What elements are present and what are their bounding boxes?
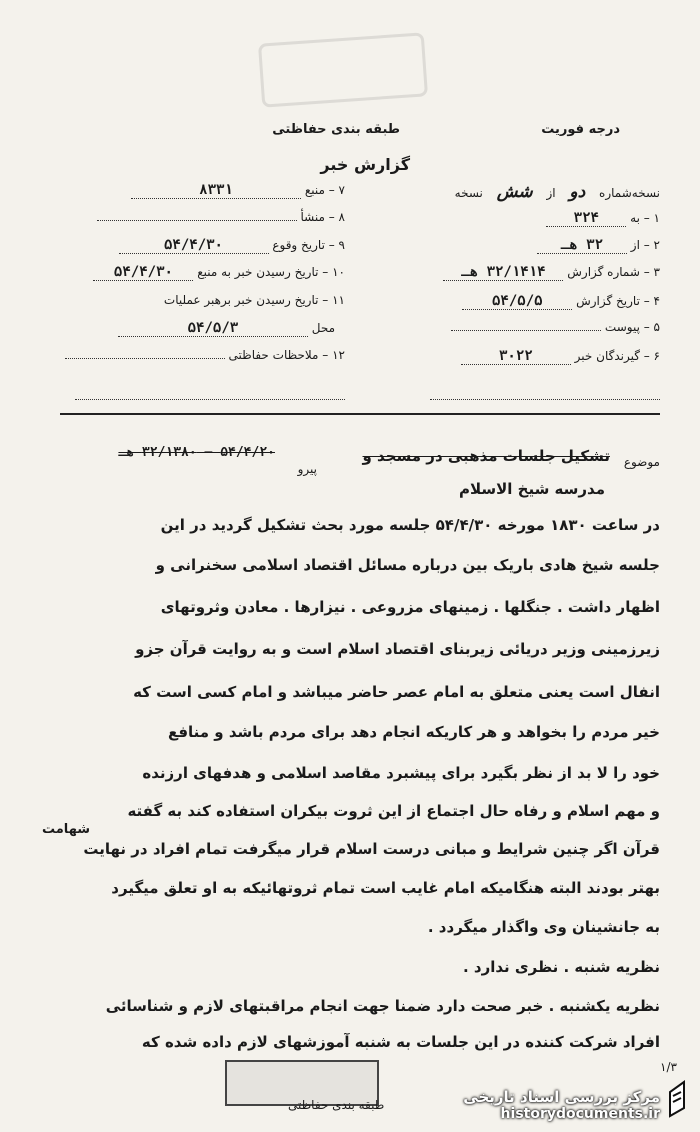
priority-label: درجه فوریت bbox=[541, 122, 620, 137]
field-to bbox=[546, 210, 660, 227]
body-line: افراد شرکت کننده در این جلسات به شنبه آموزشهای لازم داده شده که bbox=[141, 1033, 660, 1051]
field-to-label: ۱ – به bbox=[630, 211, 660, 225]
watermark-logo-icon bbox=[664, 1080, 690, 1120]
field-source-received-date bbox=[93, 264, 345, 281]
copy-label: نسخه bbox=[454, 186, 483, 200]
field-source bbox=[131, 182, 345, 199]
report-title: گزارش خبر bbox=[320, 155, 410, 174]
page-marker: ۱/۳ bbox=[660, 1060, 677, 1074]
watermark-fa: مرکز بررسی اسناد تاریخی bbox=[463, 1088, 660, 1106]
copy-number-label: نسخه‌شماره bbox=[599, 186, 660, 200]
body-line: زیرزمینی وزیر دریائی زیربنای اقتصاد اسلام است و به روایت قرآن جزو bbox=[135, 640, 660, 658]
field-origin-value bbox=[97, 220, 297, 221]
body-line: اظهار داشت . جنگلها . زمینهای مزروعی . نیزارها . معادن وثروتهای bbox=[160, 598, 660, 616]
field-place bbox=[118, 320, 335, 337]
field-extra-dots bbox=[430, 385, 660, 404]
body-line: قرآن اگر چنین شرایط و مبانی درست اسلام قرار میگرفت تمام افراد در نهایت bbox=[83, 840, 660, 858]
field-occurrence-date-label: ۹ – تاریخ وقوع bbox=[272, 238, 345, 252]
body-line: و مهم اسلام و رفاه حال اجتماع از این ثروت بیکران استفاده کند به گفته bbox=[127, 802, 660, 820]
faded-top-stamp bbox=[258, 32, 428, 107]
field-security-notes bbox=[65, 348, 345, 362]
field-report-date bbox=[462, 293, 660, 310]
subject-line-1: تشکیل جلسات مذهبی در مسجد و bbox=[362, 447, 610, 465]
field-security-notes-value bbox=[65, 358, 225, 359]
body-line: خیر مردم را بخواهد و هر کاریکه انجام دهد برای مردم باشد و منافع bbox=[167, 723, 660, 741]
body-line: بهتر بودند البته هنگامیکه امام غایب است تمام ثروتهائیکه به او تعلق میگیرد bbox=[111, 879, 660, 897]
copy-total-value: شش bbox=[496, 182, 533, 202]
field-origin-label: ۸ – منشأ bbox=[300, 210, 345, 224]
field-place-label: محل bbox=[311, 321, 335, 335]
subject-line-2: مدرسه شیخ الاسلام bbox=[458, 480, 605, 498]
field-attachment-value bbox=[451, 330, 601, 331]
field-from-value: ۳۲ هـ bbox=[537, 237, 627, 254]
footer-classification-label: طبقه بندی حفاظتی bbox=[288, 1098, 385, 1112]
field-source-received-date-label: ۱۰ – تاریخ رسیدن خبر به منبع bbox=[197, 265, 345, 279]
watermark-en: historydocuments.ir bbox=[500, 1106, 660, 1122]
copy-number-value: دو bbox=[569, 182, 586, 202]
field-report-number-value: ۳۲/۱۴۱۴ هـ bbox=[443, 264, 563, 281]
field-source-received-date-value: ۵۴/۴/۳۰ bbox=[93, 264, 193, 281]
subject-label: موضوع bbox=[623, 455, 660, 469]
field-attachment bbox=[451, 320, 660, 334]
watermark bbox=[463, 1088, 660, 1122]
field-recipients bbox=[461, 348, 660, 365]
field-attachment-label: ۵ – پیوست bbox=[604, 320, 660, 334]
field-extra-dots-left bbox=[75, 385, 345, 404]
divider-rule bbox=[60, 413, 660, 415]
body-line: به جانشینان وی واگذار میگردد . bbox=[427, 918, 660, 936]
subject-reference: ۵۴/۴/۲۰ – ۳۲/۱۳۸۰ هـ bbox=[118, 445, 275, 460]
margin-note: شهامت bbox=[42, 822, 91, 837]
body-line: نظریه شنبه . نظری ندارد . bbox=[463, 958, 660, 976]
field-from bbox=[537, 237, 660, 254]
classification-label: طبقه بندی حفاظتی bbox=[272, 122, 400, 137]
field-place-value: ۵۴/۵/۳ bbox=[118, 320, 308, 337]
copy-number-row bbox=[455, 182, 660, 202]
body-line: نظریه یکشنبه . خبر صحت دارد ضمنا جهت انجام مراقبتهای لازم و شناسائی bbox=[105, 997, 660, 1015]
body-line: انفال است یعنی متعلق به امام عصر حاضر میباشد و امام کسی است که bbox=[133, 683, 660, 701]
field-origin bbox=[97, 210, 345, 224]
field-recipients-label: ۶ – گیرندگان خبر bbox=[574, 349, 660, 363]
field-report-date-label: ۴ – تاریخ گزارش bbox=[576, 294, 660, 308]
field-from-label: ۲ – از bbox=[630, 238, 660, 252]
field-recipients-value: ۳۰۲۲ bbox=[461, 348, 571, 365]
field-ops-received-date bbox=[164, 293, 345, 307]
body-line: جلسه شیخ هادی باریک بین درباره مسائل اقتصاد اسلامی سخنرانی و bbox=[155, 556, 660, 574]
field-report-number-label: ۳ – شماره گزارش bbox=[567, 265, 660, 279]
field-source-value: ۸۳۳۱ bbox=[131, 182, 301, 199]
copy-of-label: از bbox=[546, 186, 556, 200]
field-security-notes-label: ۱۲ – ملاحظات حفاظتی bbox=[228, 348, 345, 362]
field-source-label: ۷ – منبع bbox=[304, 183, 345, 197]
field-report-date-value: ۵۴/۵/۵ bbox=[462, 293, 572, 310]
body-line: در ساعت ۱۸۳۰ مورخه ۵۴/۴/۳۰ جلسه مورد بحث تشکیل گردید در این bbox=[160, 516, 660, 534]
field-to-value: ۳۲۴ bbox=[546, 210, 626, 227]
field-occurrence-date bbox=[119, 237, 346, 254]
subject-pirow: پیرو bbox=[297, 462, 317, 476]
field-ops-received-date-label: ۱۱ – تاریخ رسیدن خبر برهبر عملیات bbox=[163, 293, 345, 307]
field-occurrence-date-value: ۵۴/۴/۳۰ bbox=[119, 237, 269, 254]
field-report-number bbox=[443, 264, 660, 281]
body-line: خود را لا بد از نظر بگیرد برای پیشبرد مقاصد اسلامی و هدفهای ارزنده bbox=[142, 764, 660, 782]
